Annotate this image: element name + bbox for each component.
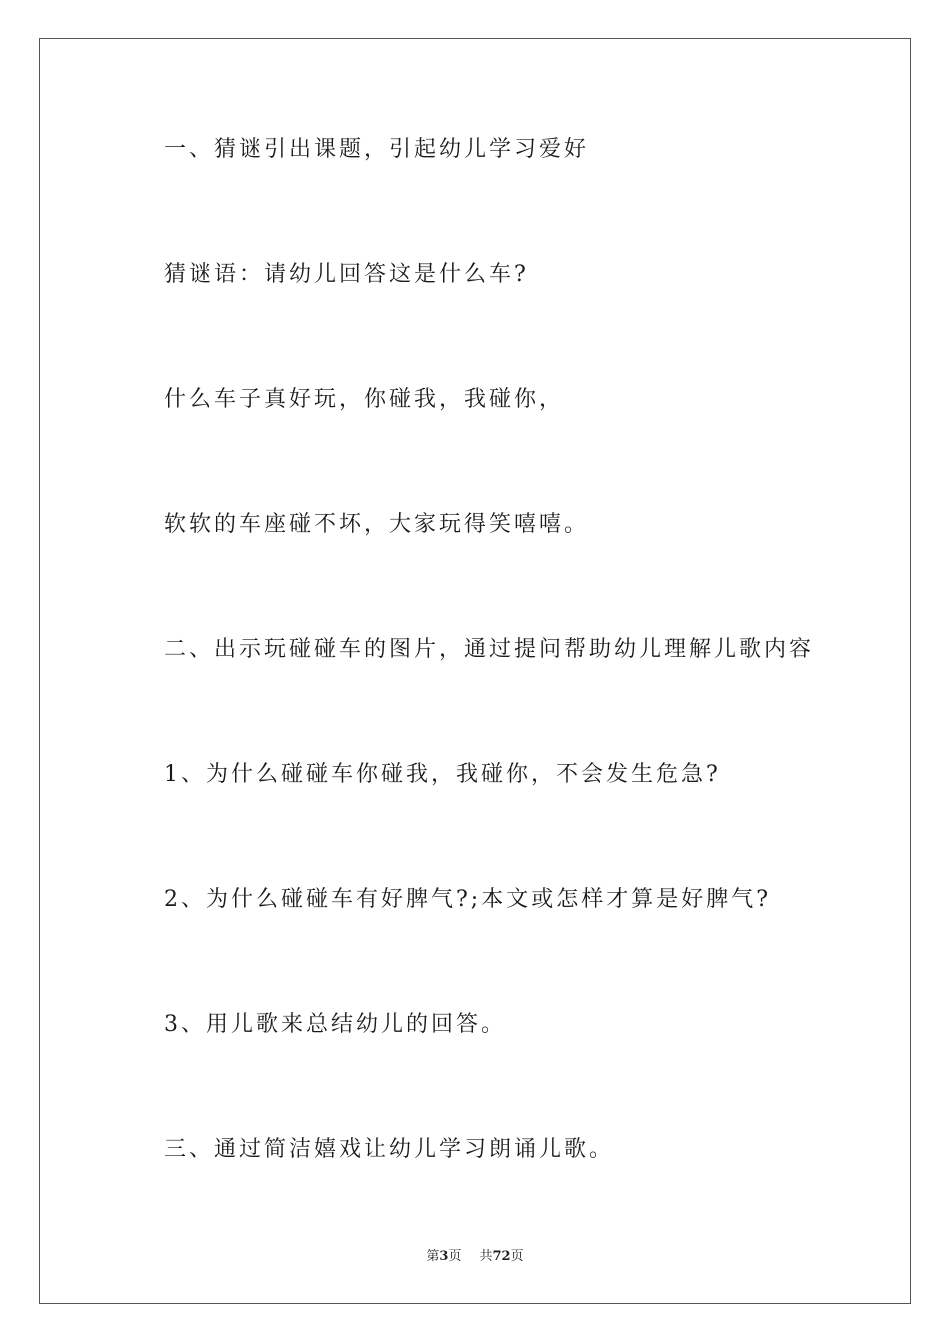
riddle-prompt: 猜谜语：请幼儿回答这是什么车? bbox=[164, 262, 529, 287]
page-frame bbox=[39, 38, 911, 1304]
total-pages: 72 bbox=[492, 1249, 511, 1264]
heading-section-3: 三、通过简洁嬉戏让幼儿学习朗诵儿歌。 bbox=[164, 1137, 615, 1162]
heading-section-2: 二、出示玩碰碰车的图片，通过提问帮助幼儿理解儿歌内容 bbox=[164, 637, 815, 662]
question-2: 2、为什么碰碰车有好脾气?;本文或怎样才算是好脾气? bbox=[164, 887, 772, 912]
page-number: 3 bbox=[439, 1249, 449, 1264]
riddle-line-2: 软软的车座碰不坏，大家玩得笑嘻嘻。 bbox=[164, 512, 590, 537]
page-prefix: 第 bbox=[426, 1249, 440, 1264]
question-1: 1、为什么碰碰车你碰我，我碰你，不会发生危急? bbox=[164, 762, 721, 787]
question-3: 3、用儿歌来总结幼儿的回答。 bbox=[164, 1012, 506, 1037]
total-prefix: 共 bbox=[479, 1249, 493, 1264]
riddle-line-1: 什么车子真好玩，你碰我，我碰你， bbox=[164, 387, 565, 412]
heading-section-1: 一、猜谜引出课题，引起幼儿学习爱好 bbox=[164, 137, 590, 162]
page-suffix: 页 bbox=[448, 1249, 462, 1264]
total-suffix: 页 bbox=[510, 1249, 524, 1264]
page-footer bbox=[0, 1245, 950, 1264]
